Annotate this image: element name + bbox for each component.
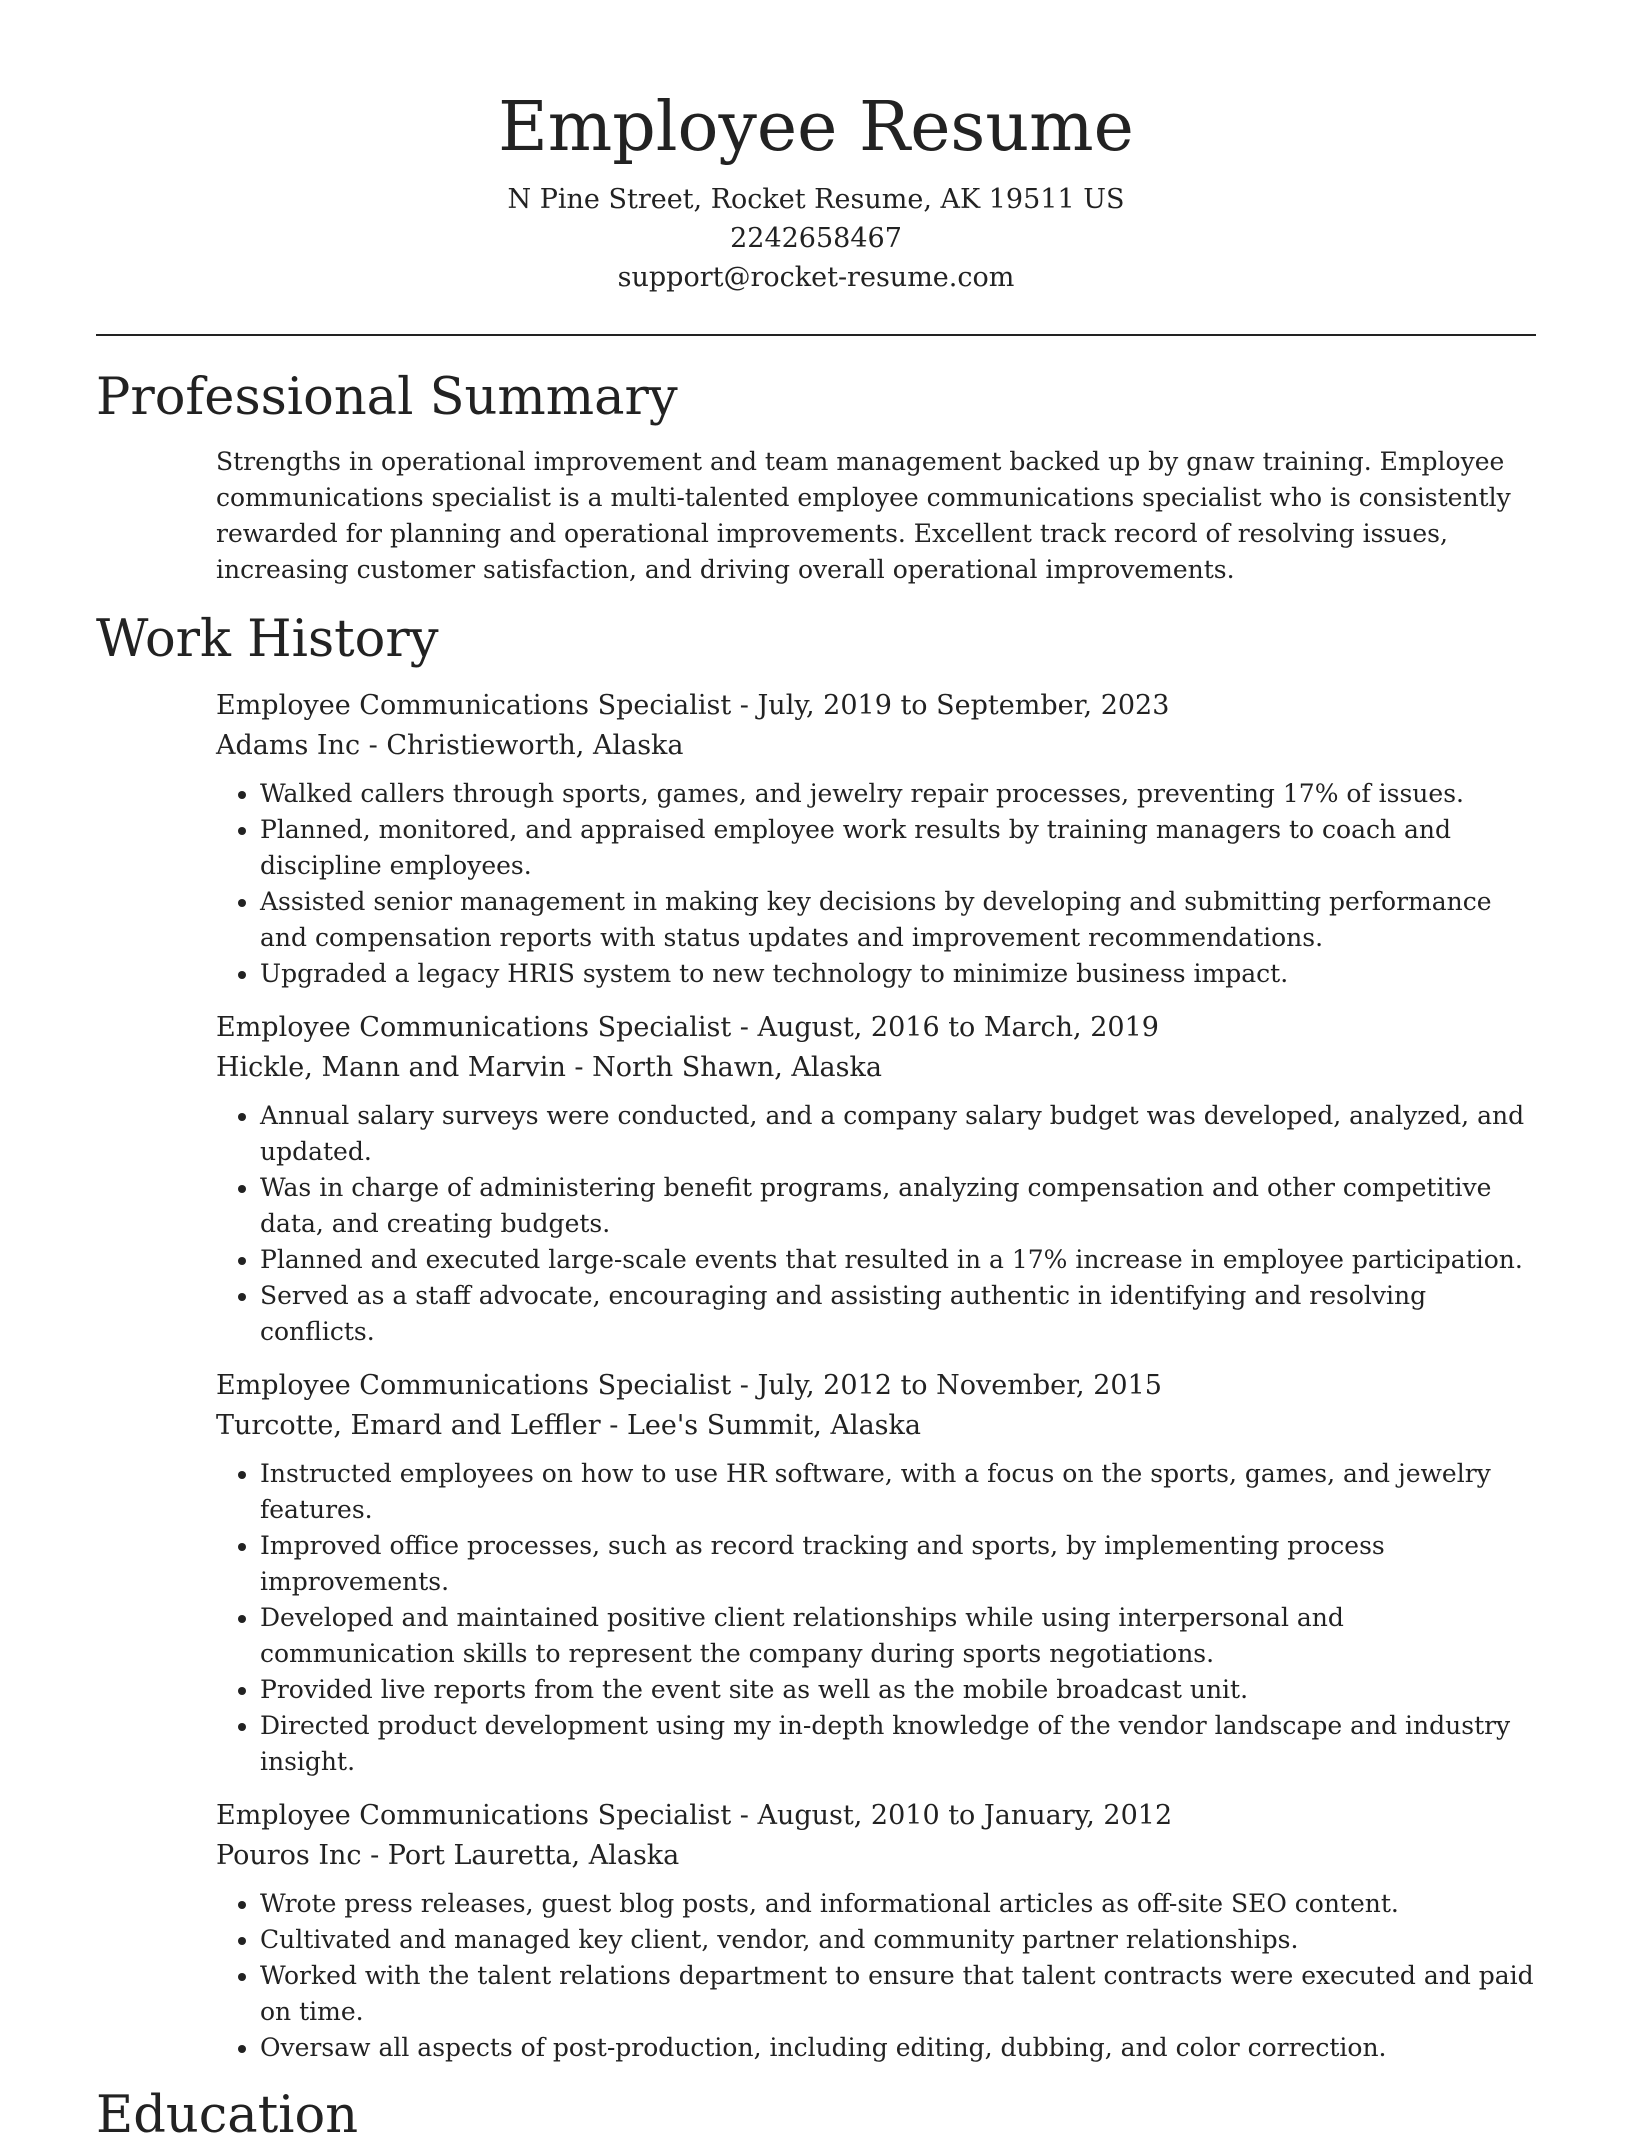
job-company: Turcotte, Emard and Leffler - Lee's Summit, Alaska: [216, 1410, 921, 1441]
education-section: [96, 2084, 1536, 2148]
work-history-section: [96, 608, 1536, 2066]
job-bullet: • Instructed employees on how to use HR software, with a focus on the sports, games, and jewelry features.: [260, 1456, 1536, 1528]
summary-text: Strengths in operational improvement and team management backed up by gnaw training. Employee communications specialist is a multi-talented employee communications specialist who is consistently rewarded for planning and operational improvements. Excellent track record of resolving issues, increasing customer satisfaction, and driving overall operational improvements.: [216, 447, 1511, 584]
section-heading-work-history: Work History: [96, 610, 439, 669]
job-entry: [216, 686, 1536, 992]
job-bullet: • Was in charge of administering benefit programs, analyzing compensation and other competitive data, and creating budgets.: [260, 1170, 1536, 1242]
contact-phone: 2242658467: [730, 223, 902, 254]
job-bullet: • Planned, monitored, and appraised employee work results by training managers to coach and discipline employees.: [260, 812, 1536, 884]
job-bullet: • Assisted senior management in making key decisions by developing and submitting performance and compensation reports with status updates and improvement recommendations.: [260, 884, 1536, 956]
contact-info: [96, 180, 1536, 297]
job-bullet-list: [216, 1456, 1536, 1780]
job-bullet-list: [216, 776, 1536, 992]
job-company: Pouros Inc - Port Lauretta, Alaska: [216, 1840, 680, 1871]
job-bullet: • Annual salary surveys were conducted, and a company salary budget was developed, analyzed, and updated.: [260, 1098, 1536, 1170]
job-bullet-list: [216, 1886, 1536, 2066]
section-heading-summary: Professional Summary: [96, 368, 678, 427]
job-list: [216, 686, 1536, 2066]
job-bullet: • Worked with the talent relations department to ensure that talent contracts were executed and paid on time.: [260, 1958, 1536, 2030]
job-bullet: • Wrote press releases, guest blog posts, and informational articles as off-site SEO content.: [260, 1886, 1536, 1922]
job-bullet: • Oversaw all aspects of post-production, including editing, dubbing, and color correction.: [260, 2030, 1536, 2066]
job-company: Adams Inc - Christieworth, Alaska: [216, 730, 684, 761]
job-title: Employee Communications Specialist - August, 2010 to January, 2012: [216, 1800, 1173, 1831]
job-bullet-list: [216, 1098, 1536, 1350]
job-bullet: • Walked callers through sports, games, and jewelry repair processes, preventing 17% of issues.: [260, 776, 1536, 812]
resume-header: [96, 0, 1536, 297]
job-entry: [216, 1008, 1536, 1350]
job-bullet: • Planned and executed large-scale events that resulted in a 17% increase in employee participation.: [260, 1242, 1536, 1278]
job-bullet: • Developed and maintained positive client relationships while using interpersonal and communication skills to represent the company during sports negotiations.: [260, 1600, 1536, 1672]
job-bullet: • Upgraded a legacy HRIS system to new technology to minimize business impact.: [260, 956, 1536, 992]
professional-summary-section: [96, 366, 1536, 588]
section-heading-education: Education: [96, 2086, 359, 2145]
job-title: Employee Communications Specialist - July, 2019 to September, 2023: [216, 690, 1170, 721]
job-entry: [216, 1796, 1536, 2066]
job-title: Employee Communications Specialist - August, 2016 to March, 2019: [216, 1012, 1159, 1043]
job-bullet: • Provided live reports from the event site as well as the mobile broadcast unit.: [260, 1672, 1536, 1708]
job-entry: [216, 1366, 1536, 1780]
contact-email: support@rocket-resume.com: [617, 262, 1015, 293]
resume-name: Employee Resume: [498, 88, 1134, 167]
header-divider: [96, 334, 1536, 336]
job-company: Hickle, Mann and Marvin - North Shawn, Alaska: [216, 1052, 882, 1083]
job-bullet: • Served as a staff advocate, encouraging and assisting authentic in identifying and resolving conflicts.: [260, 1278, 1536, 1350]
job-title: Employee Communications Specialist - July, 2012 to November, 2015: [216, 1370, 1162, 1401]
resume-page: [96, 0, 1536, 2148]
contact-address: N Pine Street, Rocket Resume, AK 19511 US: [507, 184, 1125, 215]
job-bullet: • Directed product development using my in-depth knowledge of the vendor landscape and industry insight.: [260, 1708, 1536, 1780]
job-bullet: • Improved office processes, such as record tracking and sports, by implementing process improvements.: [260, 1528, 1536, 1600]
job-bullet: • Cultivated and managed key client, vendor, and community partner relationships.: [260, 1922, 1536, 1958]
